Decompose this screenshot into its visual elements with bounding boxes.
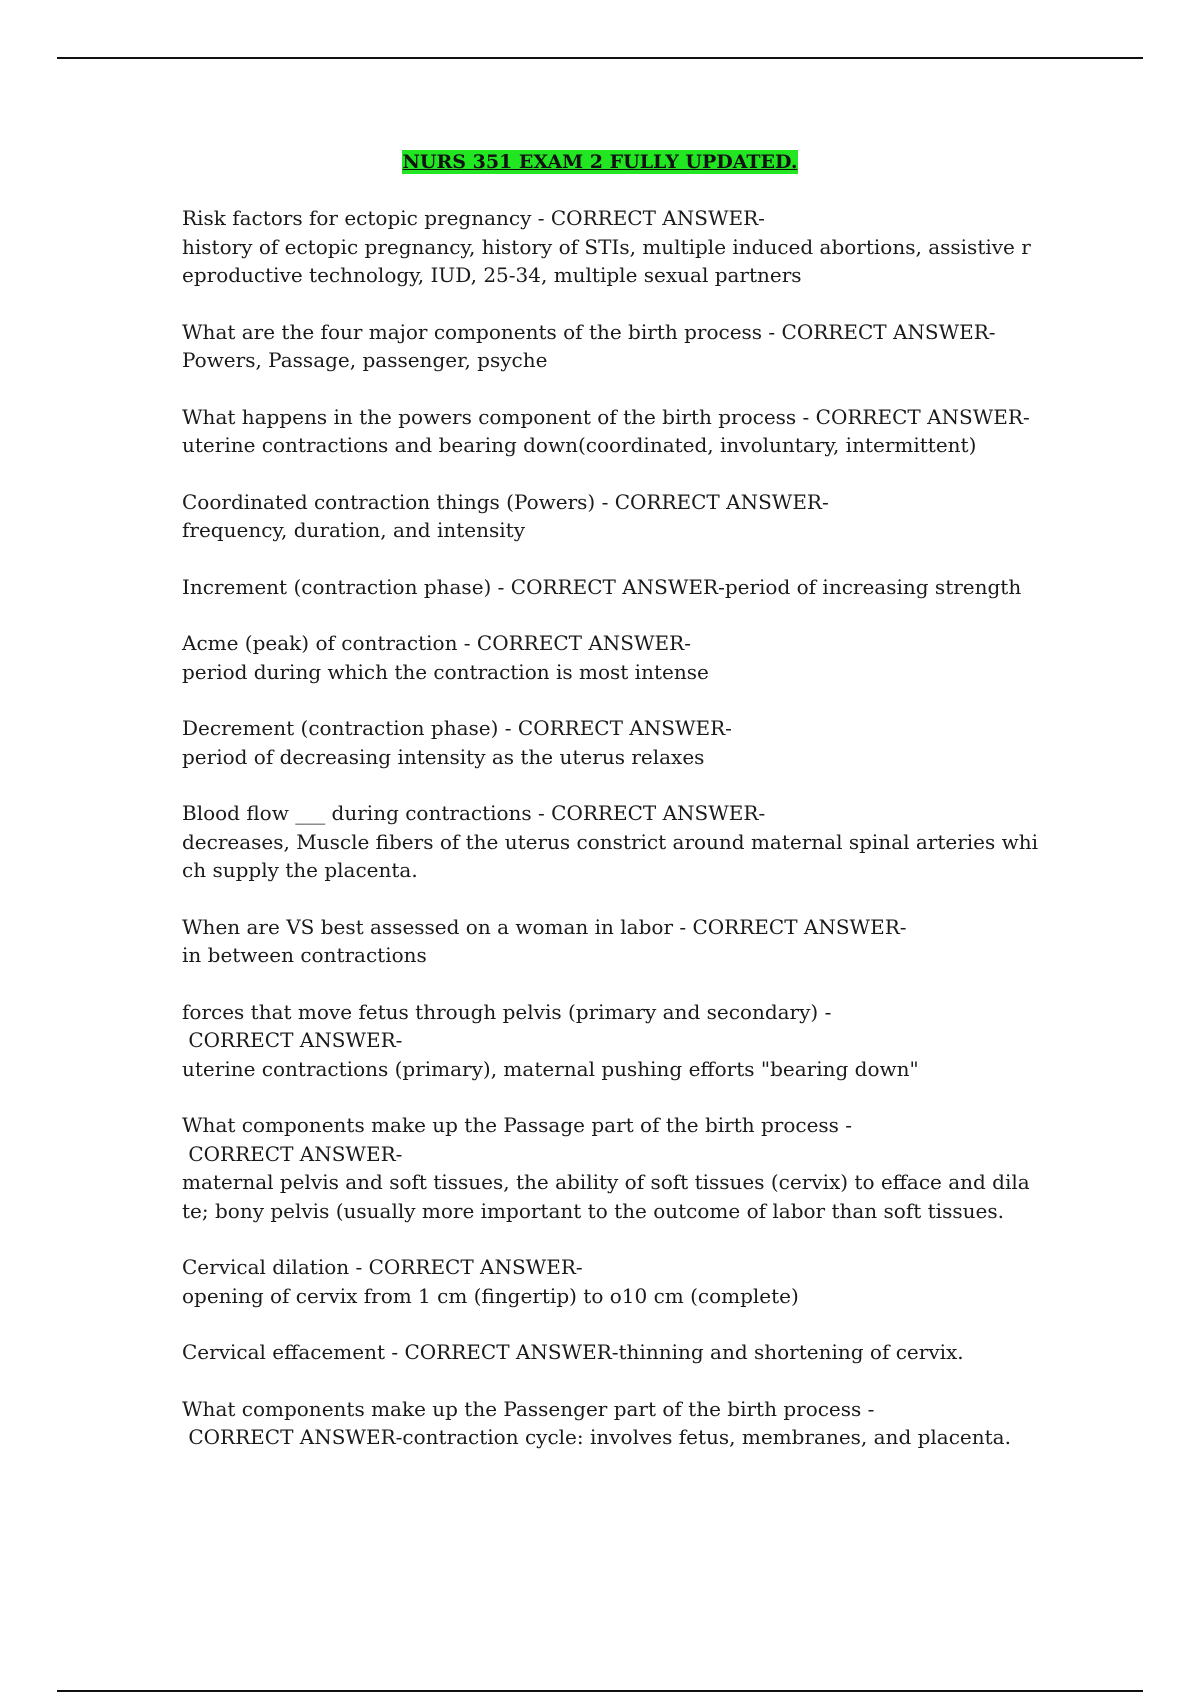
qa-answer-line: decreases, Muscle fibers of the uterus constrict around maternal spinal arteries whi — [182, 829, 1039, 854]
qa-entry — [182, 318, 1062, 375]
qa-entry — [182, 1395, 1062, 1452]
qa-list — [182, 204, 1062, 1480]
title-container — [0, 150, 1200, 174]
top-divider — [57, 57, 1143, 59]
qa-answer-line: CORRECT ANSWER- — [182, 1028, 403, 1052]
qa-answer-line: frequency, duration, and intensity — [182, 518, 525, 542]
qa-question-line: forces that move fetus through pelvis (primary and secondary) - — [182, 999, 832, 1024]
qa-question-line: Cervical effacement - CORRECT ANSWER-thinning and shortening of cervix. — [182, 1340, 964, 1364]
qa-question-line: What components make up the Passage part of the birth process - — [182, 1113, 853, 1137]
qa-question-line: Coordinated contraction things (Powers) - CORRECT ANSWER- — [182, 489, 829, 514]
qa-question-line: What components make up the Passenger part of the birth process - — [182, 1396, 875, 1421]
qa-entry — [182, 1338, 1062, 1367]
qa-question-line: Decrement (contraction phase) - CORRECT ANSWER- — [182, 716, 732, 740]
qa-entry — [182, 799, 1062, 885]
qa-answer-line: te; bony pelvis (usually more important to the outcome of labor than soft tissues. — [182, 1198, 1004, 1223]
qa-question-line: What happens in the powers component of the birth process - CORRECT ANSWER- — [182, 404, 1030, 429]
qa-answer-line: opening of cervix from 1 cm (fingertip) to o10 cm (complete) — [182, 1283, 799, 1308]
qa-answer-line: CORRECT ANSWER-contraction cycle: involves fetus, membranes, and placenta. — [182, 1425, 1011, 1449]
qa-entry — [182, 913, 1062, 970]
qa-question-line: What are the four major components of the birth process - CORRECT ANSWER- — [182, 319, 996, 344]
qa-answer-line: history of ectopic pregnancy, history of STIs, multiple induced abortions, assistive r — [182, 234, 1031, 259]
document-title: NURS 351 EXAM 2 FULLY UPDATED. — [402, 151, 798, 173]
qa-question-line: Risk factors for ectopic pregnancy - CORRECT ANSWER- — [182, 206, 765, 230]
qa-answer-line: CORRECT ANSWER- — [182, 1141, 403, 1166]
qa-entry — [182, 998, 1062, 1084]
qa-entry — [182, 573, 1062, 602]
qa-question-line: When are VS best assessed on a woman in labor - CORRECT ANSWER- — [182, 914, 907, 939]
qa-question-line: Acme (peak) of contraction - CORRECT ANSWER- — [182, 631, 691, 655]
qa-answer-line: ch supply the placenta. — [182, 858, 418, 882]
qa-entry — [182, 629, 1062, 686]
qa-answer-line: period during which the contraction is most intense — [182, 659, 709, 684]
qa-answer-line: maternal pelvis and soft tissues, the ability of soft tissues (cervix) to efface and dila — [182, 1170, 1030, 1194]
qa-answer-line: in between contractions — [182, 943, 427, 967]
qa-entry — [182, 488, 1062, 545]
qa-answer-line: Powers, Passage, passenger, psyche — [182, 348, 548, 372]
qa-entry — [182, 714, 1062, 771]
qa-answer-line: eproductive technology, IUD, 25-34, multiple sexual partners — [182, 263, 802, 287]
qa-answer-line: period of decreasing intensity as the uterus relaxes — [182, 744, 705, 769]
qa-answer-line: uterine contractions (primary), maternal pushing efforts "bearing down" — [182, 1056, 919, 1081]
qa-entry — [182, 1111, 1062, 1225]
qa-answer-line: uterine contractions and bearing down(coordinated, involuntary, intermittent) — [182, 433, 977, 457]
qa-question-line: Increment (contraction phase) - CORRECT ANSWER-period of increasing strength — [182, 574, 1022, 599]
qa-entry — [182, 204, 1062, 290]
qa-question-line: Cervical dilation - CORRECT ANSWER- — [182, 1255, 583, 1279]
bottom-divider — [57, 1690, 1143, 1692]
qa-entry — [182, 403, 1062, 460]
qa-question-line: Blood flow ___ during contractions - CORRECT ANSWER- — [182, 801, 766, 825]
qa-entry — [182, 1253, 1062, 1310]
